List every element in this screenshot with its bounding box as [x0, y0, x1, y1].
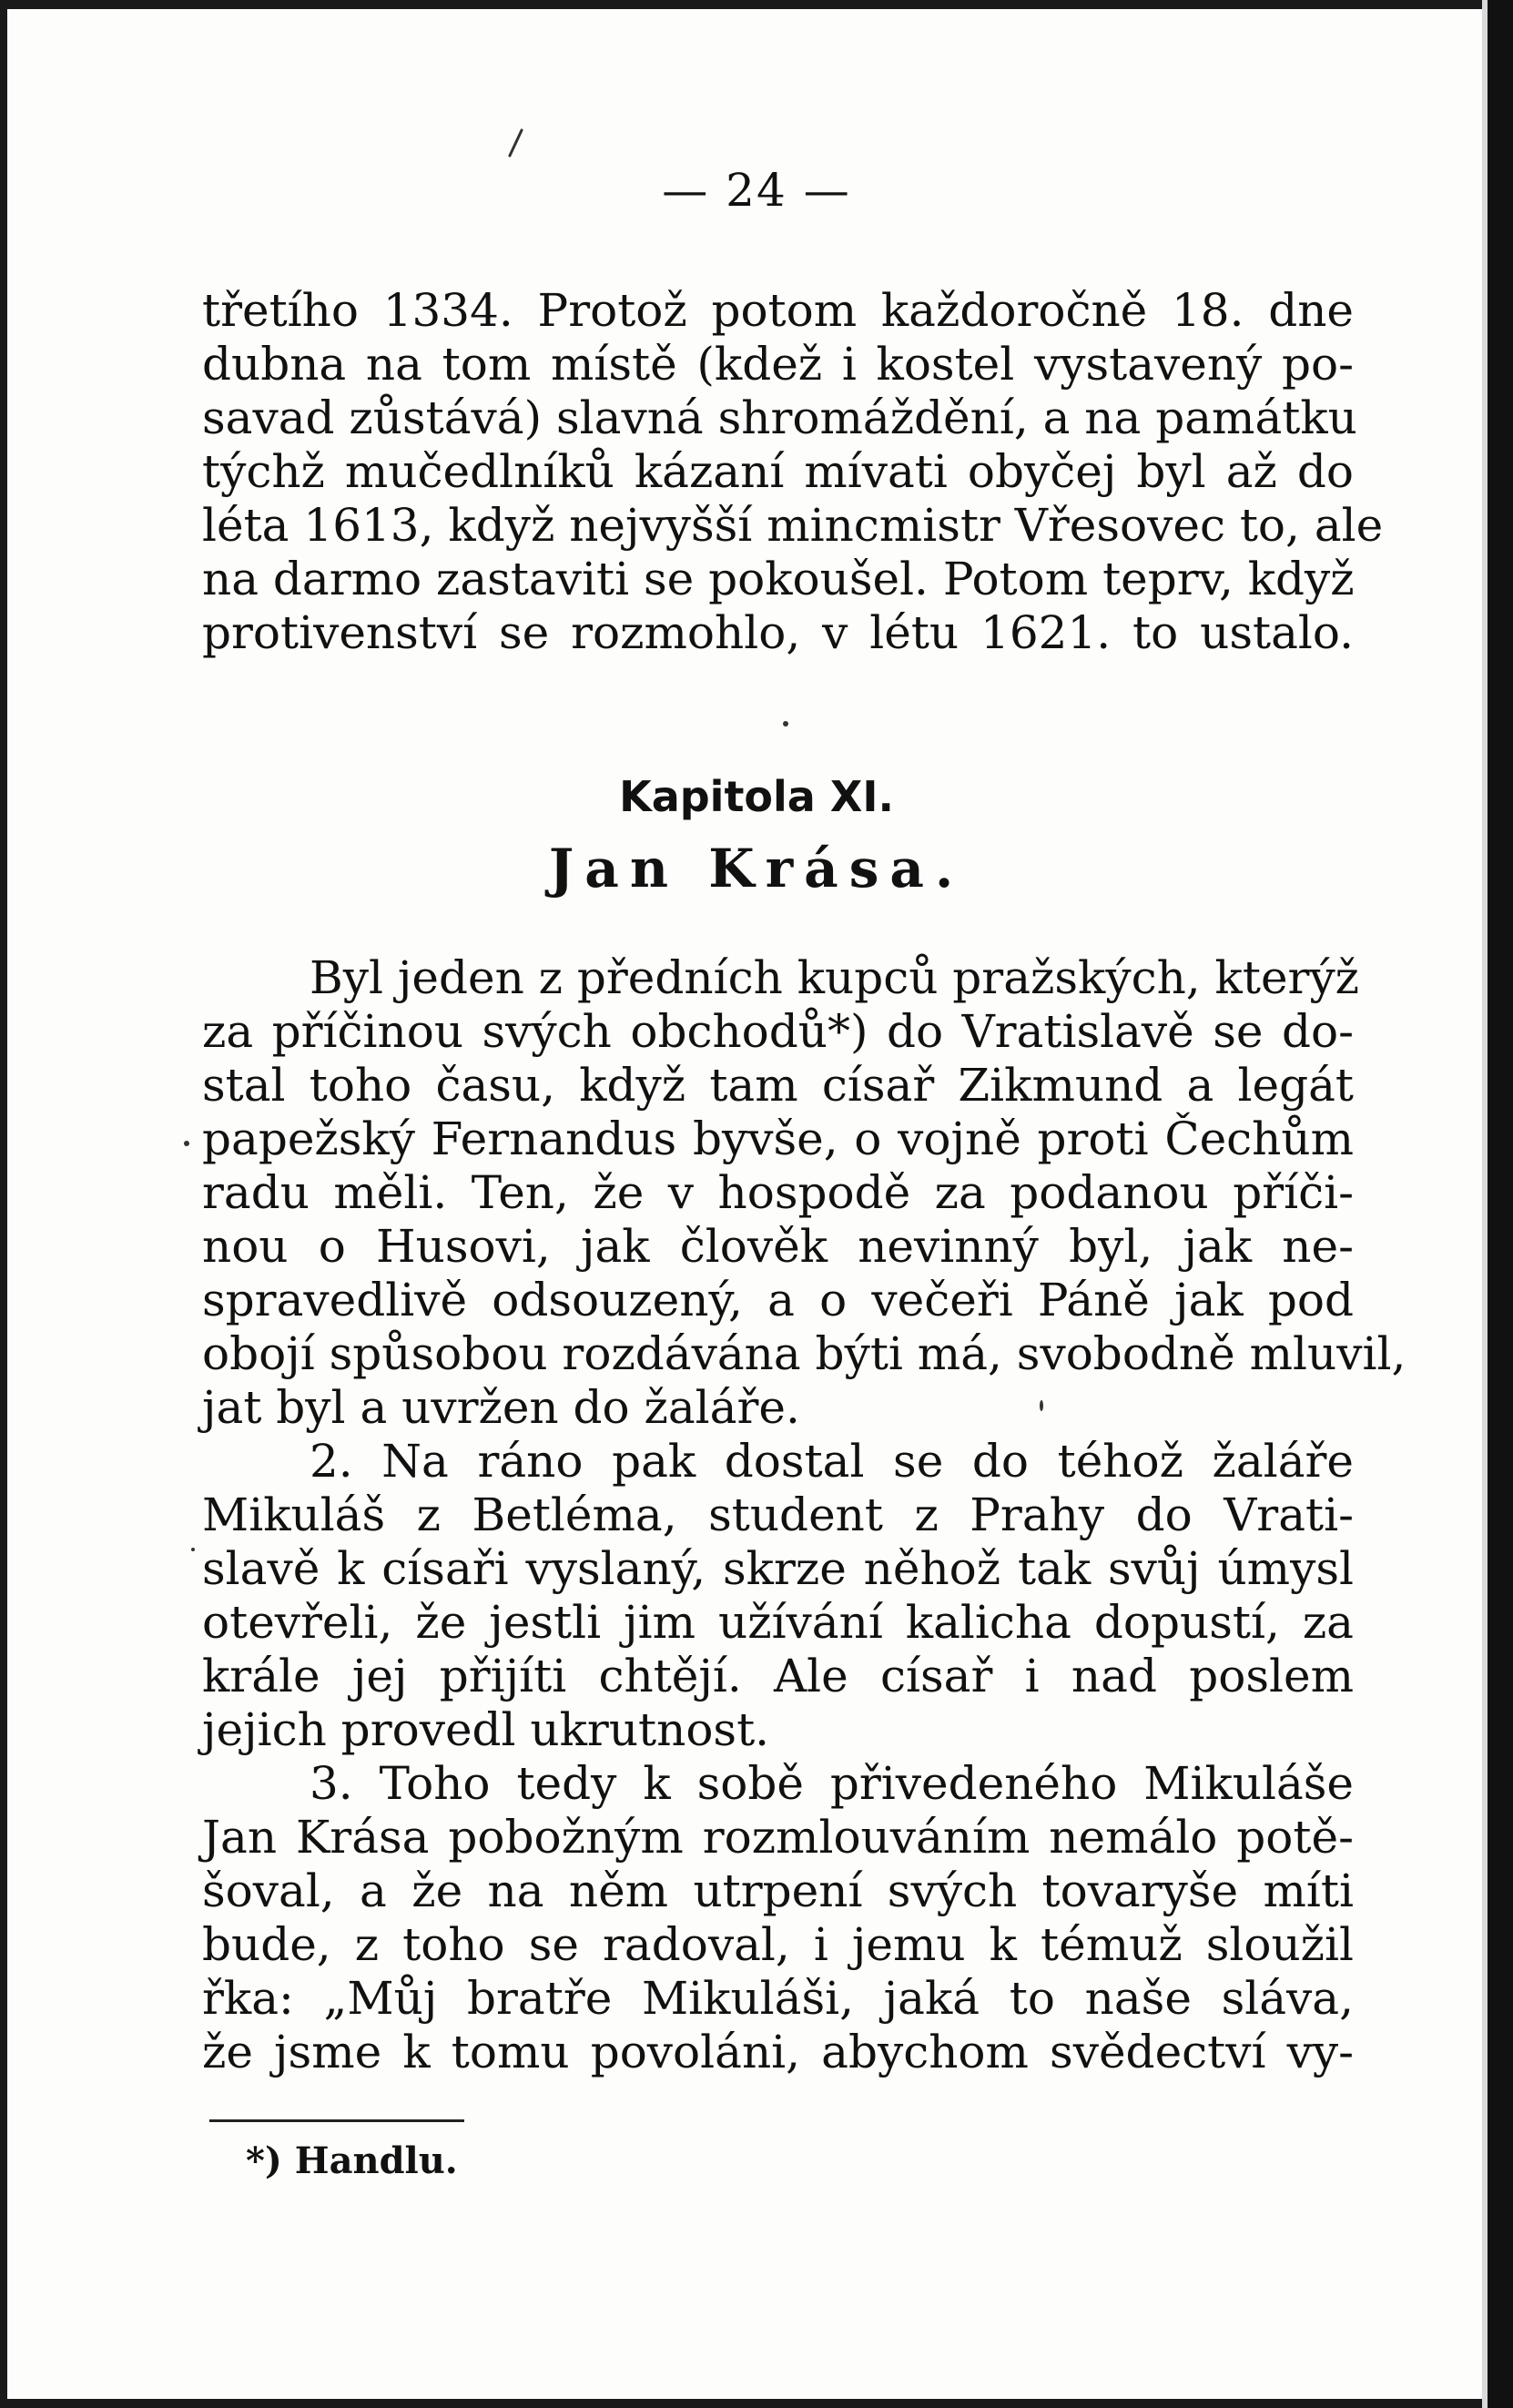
text-line: obojí spůsobou rozdávána býti má, svobodně mluvil, — [202, 1327, 1406, 1380]
text-line: papežský Fernandus byvše, o vojně proti Čechům — [202, 1113, 1354, 1165]
text-line: řka: „Můj bratře Mikuláši, jaká to naše sláva, — [202, 1972, 1354, 2025]
text-line: třetího 1334. Protož potom každoročně 18. dne — [202, 284, 1354, 337]
text-line: týchž mučedlníků kázaní mívati obyčej byl až do — [202, 445, 1354, 498]
chapter-label: Kapitola XI. — [619, 772, 894, 821]
text-line: léta 1613, když nejvyšší mincmistr Vřesovec to, ale — [202, 499, 1384, 552]
paragraph-continued — [202, 284, 1384, 660]
text-line: slavě k císaři vyslaný, skrze něhož tak svůj úmysl — [202, 1542, 1354, 1595]
chapter-body — [202, 951, 1406, 2079]
text-line: 3. Toho tedy k sobě přivedeného Mikuláše — [310, 1757, 1354, 1810]
text-line: krále jej přijíti chtějí. Ale císař i nad poslem — [202, 1650, 1354, 1702]
text-line: protivenství se rozmohlo, v létu 1621. to ustalo. — [202, 606, 1354, 659]
text-line: stal toho času, když tam císař Zikmund a legát — [202, 1059, 1354, 1112]
text-line: že jsme k tomu povoláni, abychom svědectví vy- — [202, 2026, 1354, 2078]
text-line: jat byl a uvržen do žaláře. — [202, 1381, 800, 1434]
page-edge — [1488, 0, 1513, 2408]
text-line: šoval, a že na něm utrpení svých tovaryše míti — [202, 1864, 1354, 1917]
text-line: radu měli. Ten, že v hospodě za podanou příči- — [202, 1166, 1354, 1219]
text-line: otevřeli, že jestli jim užívání kalicha dopustí, za — [202, 1596, 1354, 1649]
text-line: Mikuláš z Betléma, student z Prahy do Vrati- — [202, 1488, 1354, 1541]
text-line: savad zůstává) slavná shromáždění, a na památku — [202, 391, 1357, 444]
text-line: 2. Na ráno pak dostal se do téhož žaláře — [310, 1435, 1354, 1488]
text-line: Byl jeden z předních kupců pražských, kterýž — [310, 951, 1360, 1004]
scan-speck — [191, 1548, 195, 1551]
text-line: Jan Krása pobožným rozmlouváním nemálo potě- — [202, 1811, 1354, 1864]
text-line: spravedlivě odsouzený, a o večeři Páně jak pod — [202, 1274, 1354, 1326]
text-line: na darmo zastaviti se pokoušel. Potom teprv, když — [202, 553, 1355, 605]
footnote-rule — [209, 2119, 464, 2122]
footnote: *) Handlu. — [246, 2139, 458, 2182]
page-number: — 24 — — [662, 164, 851, 217]
text-line: za příčinou svých obchodů*) do Vratislavě se do- — [202, 1005, 1354, 1058]
text-line: nou o Husovi, jak člověk nevinný byl, jak ne- — [202, 1220, 1354, 1273]
text-line: bude, z toho se radoval, i jemu k témuž sloužil — [202, 1918, 1354, 1971]
text-line: jejich provedl ukrutnost. — [202, 1703, 770, 1756]
scan-speck — [184, 1141, 189, 1146]
scan-speck — [783, 721, 788, 726]
text-line: dubna na tom místě (kdež i kostel vystavený po- — [202, 338, 1354, 391]
chapter-title: Jan Krása. — [548, 838, 965, 899]
